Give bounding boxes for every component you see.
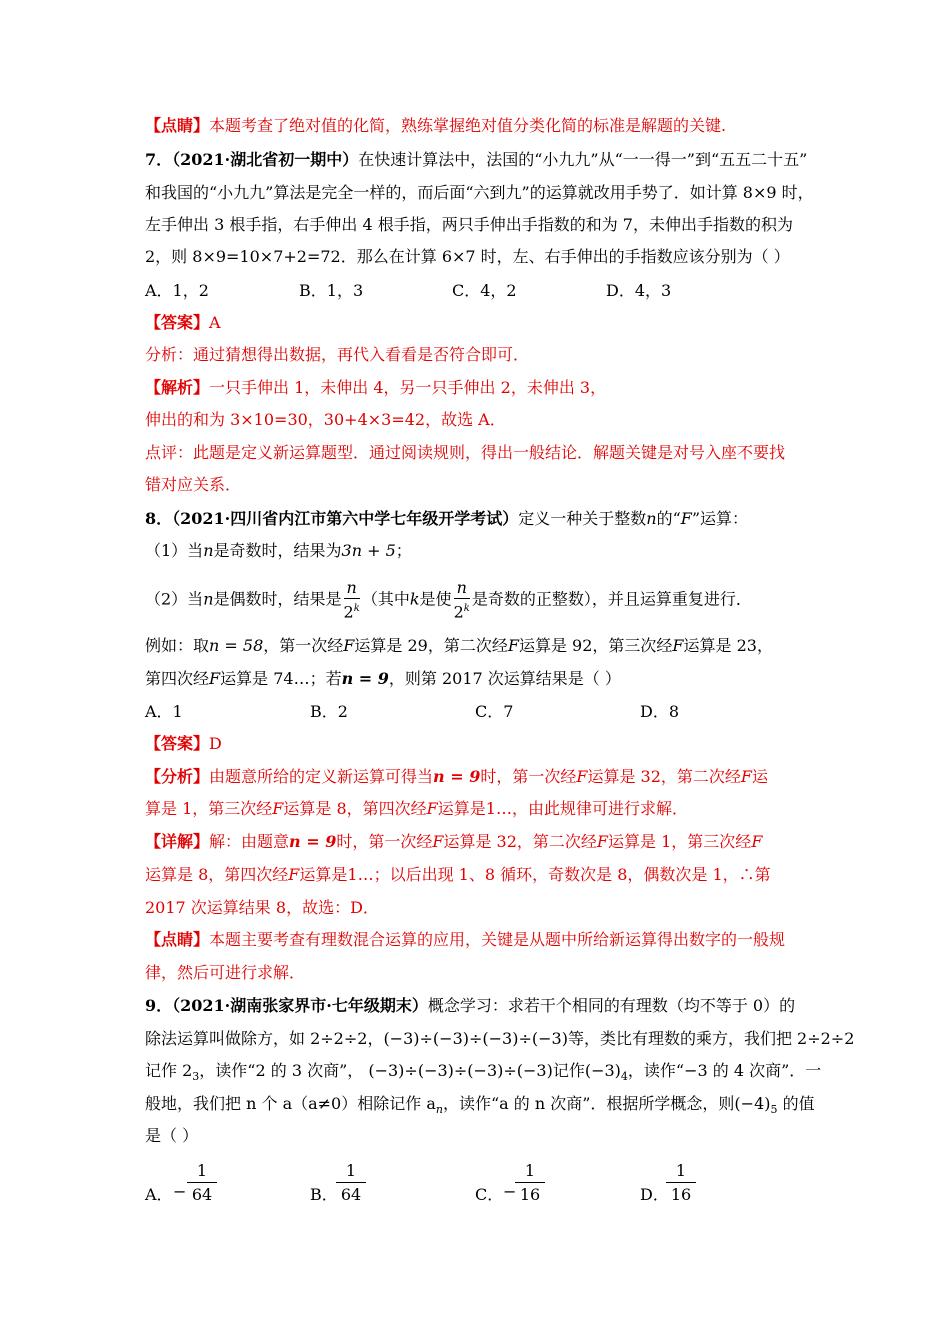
q9-stem-line5: 是（ ） (145, 1126, 199, 1145)
q9-text: ，读作“a 的 n 次商”．根据所学概念，则(−4) (442, 1094, 771, 1113)
q7-stem-line2: 和我国的“小九九”算法是完全一样的，而后面“六到九”的运算就改用手势了．如计算 8×9 时， (145, 183, 814, 202)
var-n: n (646, 509, 657, 528)
fraction-num: n (454, 578, 470, 599)
q8-text: ； (395, 541, 412, 560)
option-label: D． (640, 1185, 669, 1204)
q7-option-c: C．4，2 (452, 281, 517, 300)
fraction-den: 64 (340, 1185, 362, 1204)
var-n: n (203, 541, 214, 560)
fraction-num: 1 (336, 1160, 366, 1183)
q8-text: 的“ (656, 509, 681, 528)
q8-text: 时，第一次经 (480, 767, 577, 786)
q8-text: 第四次经 (145, 669, 210, 688)
var-f: F (596, 832, 609, 851)
q8-number: 8． (145, 509, 173, 528)
minus-sign: − (173, 1182, 187, 1201)
q8-text: （2）当 (145, 589, 204, 609)
q6-review-tag: 【点睛】 (145, 116, 210, 135)
q8-math: n = 9 (341, 669, 389, 688)
q8-text: 运算是 (299, 865, 348, 884)
q8-text: （1）当 (145, 541, 204, 560)
q7-solution-text1: 一只手伸出 1，未伸出 4，另一只手伸出 2，未伸出 3， (209, 378, 607, 397)
q8-text: 是使 (419, 589, 452, 609)
q9-subscript: 5 (770, 1103, 778, 1117)
q9-stem-line1 (145, 995, 795, 1017)
q7-analysis: 分析：通过猜想得出数据，再代入看看是否符合即可． (145, 345, 530, 364)
fraction-den: 64 (191, 1185, 213, 1204)
q8-text: 定义一种关于整数 (518, 509, 647, 528)
var-f: F (740, 767, 753, 786)
q9-number: 9． (145, 996, 173, 1015)
q8-text: ，第一次经 (263, 636, 344, 655)
q8-text: 运算是 1，第三次经 (608, 832, 752, 851)
fraction-n-over-2k (344, 578, 360, 622)
q8-analysis-line1 (145, 766, 768, 788)
q8-math: 3n + 5 (341, 541, 396, 560)
q8-detail-tag: 【详解】 (145, 832, 210, 851)
q8-text: 运算是 23， (683, 636, 773, 655)
q8-text: 运算是 32，第二次经 (587, 767, 741, 786)
q8-option-d: D．8 (640, 702, 680, 721)
option-label: A． (145, 1185, 173, 1204)
q9-text: 记作 2 (145, 1061, 193, 1080)
q7-answer: A (209, 313, 221, 332)
var-f: F (209, 669, 221, 688)
q8-detail-line1 (145, 831, 762, 853)
minus-sign: − (503, 1182, 517, 1201)
q7-option-a: A．1，2 (145, 281, 209, 300)
q8-text: 解：由题意 (209, 832, 290, 851)
fraction-num: 1 (187, 1160, 217, 1183)
q8-point-tag: 【点睛】 (145, 930, 210, 949)
q8-text: 本题主要考查有理数混合运算的应用，关键是从题中所给新运算得出数字的一般规 (209, 930, 786, 949)
q9-stem-line4 (145, 1093, 815, 1121)
q9-subscript: 4 (620, 1070, 628, 1084)
q8-answer: D (209, 734, 222, 753)
q8-text: 运算是 8，第四次经 (283, 799, 427, 818)
q9-source: （2021·湖南张家界市·七年级期末） (172, 996, 428, 1015)
q8-text: 运算是 92，第三次经 (518, 636, 673, 655)
q9-subscript: 3 (192, 1070, 200, 1084)
q9-subscript: n (435, 1103, 443, 1117)
q7-solution-line1 (145, 377, 606, 399)
fraction-den: 2 (343, 602, 354, 622)
fraction-exp: k (463, 603, 470, 614)
q8-stem-line1 (145, 508, 748, 530)
q9-option-a (145, 1160, 215, 1206)
var-f: F (751, 832, 763, 851)
q8-text: 例如：取 (145, 636, 210, 655)
q8-text: 是奇数的正整数），并且运算重复进行． (471, 589, 752, 609)
q8-math: n = 58 (209, 636, 264, 655)
q7-source: （2021·湖北省初一期中） (172, 150, 359, 169)
q7-stem-line1 (145, 149, 807, 171)
q8-case1 (145, 540, 412, 562)
q8-case2 (145, 578, 752, 622)
q8-option-b: B．2 (310, 702, 348, 721)
option-label: C． (475, 1185, 504, 1204)
fraction-num: 1 (666, 1160, 696, 1183)
q8-text: 时，第一次经 (336, 832, 433, 851)
q8-point-line2: 律，然后可进行求解． (145, 963, 306, 982)
var-n: n (203, 589, 214, 609)
q9-option-c (475, 1160, 545, 1206)
q7-solution-line2: 伸出的和为 3×10=30，30+4×3=42，故选 A． (145, 410, 506, 429)
q7-answer-line (145, 312, 221, 334)
q8-analysis-tag: 【分析】 (145, 767, 210, 786)
fraction-num: n (344, 578, 360, 599)
q8-text: 运算是 29，第二次经 (354, 636, 508, 655)
q6-review-text: 本题考查了绝对值的化简，熟练掌握绝对值分类化简的标准是解题的关键. (209, 116, 727, 135)
q7-stem-line4: 2，则 8×9=10×7+2=72．那么在计算 6×7 时，左、右手伸出的手指数应该分别为（ ） (145, 247, 790, 266)
q9-text: 概念学习：求若干个相同的有理数（均不等于 0）的 (427, 996, 796, 1015)
var-f: F (426, 799, 438, 818)
q8-text: 运算是 (437, 799, 486, 818)
q7-stem-line3: 左手伸出 3 根手指，右手伸出 4 根手指，两只手伸出手指数的和为 7，未伸出手指数的积为 (145, 215, 793, 234)
q8-text: 运算是 32，第二次经 (443, 832, 597, 851)
q7-comment-line1: 点评：此题是定义新运算题型．通过阅读规则，得出一般结论．解题关键是对号入座不要找 (145, 443, 786, 462)
q8-example-line1 (145, 635, 773, 657)
var-f: F (432, 832, 444, 851)
q9-text: 的值 (777, 1094, 815, 1113)
var-f: F (672, 636, 684, 655)
q8-answer-tag: 【答案】 (145, 734, 210, 753)
fraction-exp: k (353, 603, 360, 614)
var-f: F (272, 799, 284, 818)
var-f: F (343, 636, 355, 655)
var-f: F (680, 509, 692, 528)
q8-text: 运算是 8，第四次经 (145, 865, 289, 884)
q8-text: ；以后出现 1、8 循环，奇数次是 8，偶数次是 1，∴第 (373, 865, 771, 884)
q8-text: 是偶数时，结果是 (213, 589, 342, 609)
q9-text: 般地，我们把 n 个 a（a≠0）相除记作 a (145, 1094, 436, 1113)
q8-analysis-line2 (145, 798, 688, 820)
q8-text: 由题意所给的定义新运算可得当 (209, 767, 434, 786)
var-f: F (576, 767, 588, 786)
fraction (515, 1160, 545, 1207)
q7-solution-tag: 【解析】 (145, 378, 210, 397)
q8-math: 1… (485, 799, 512, 818)
q8-source: （2021·四川省内江市第六中学七年级开学考试） (172, 509, 519, 528)
q9-text: ，读作“2 的 3 次商”， (−3)÷(−3)÷(−3)÷(−3)记作(−3) (199, 1061, 621, 1080)
q8-option-a: A．1 (145, 702, 183, 721)
q8-detail-line3: 2017 次运算结果 8，故选：D． (145, 898, 379, 917)
q6-review-line (145, 115, 726, 137)
q8-text: 是奇数时，结果为 (213, 541, 342, 560)
fraction (666, 1160, 696, 1207)
q9-text: ，读作“−3 的 4 次商”．一 (627, 1061, 822, 1080)
q8-text: （其中 (361, 589, 410, 609)
q7-option-b: B．1，3 (299, 281, 364, 300)
fraction-num: 1 (515, 1160, 545, 1183)
q8-math: n = 9 (289, 832, 337, 851)
q7-answer-tag: 【答案】 (145, 313, 210, 332)
fraction (187, 1160, 217, 1207)
q7-comment-line2: 错对应关系． (145, 475, 242, 494)
option-label: B． (310, 1185, 338, 1204)
q8-text: ”运算： (691, 509, 749, 528)
q8-text: 运 (752, 767, 769, 786)
fraction-den: 2 (453, 602, 464, 622)
fraction-n-over-2k (454, 578, 470, 622)
fraction-den: 16 (519, 1185, 541, 1204)
q9-option-b (310, 1160, 380, 1206)
q7-number: 7． (145, 150, 173, 169)
var-k: k (409, 589, 420, 609)
q9-stem-line3 (145, 1060, 821, 1088)
q9-option-d (640, 1160, 710, 1206)
q8-point-line1 (145, 929, 785, 951)
q9-stem-line2: 除法运算叫做除方，如 2÷2÷2，(−3)÷(−3)÷(−3)÷(−3)等，类比有理数的乘方，我们把 2÷2÷2 (145, 1029, 855, 1048)
q8-text: 算是 1，第三次经 (145, 799, 273, 818)
q8-text: ，由此规律可进行求解． (511, 799, 688, 818)
fraction-den: 16 (670, 1185, 692, 1204)
q8-example-line2 (145, 668, 621, 690)
q8-math: n = 9 (433, 767, 481, 786)
q8-text: ，则第 2017 次运算结果是（ ） (388, 669, 621, 688)
q8-detail-line2 (145, 864, 771, 886)
q8-math: 1… (347, 865, 374, 884)
q8-text: 运算是 74…；若 (220, 669, 342, 688)
var-f: F (507, 636, 519, 655)
fraction (336, 1160, 366, 1207)
var-f: F (288, 865, 300, 884)
q7-text-1: 在快速计算法中，法国的“小九九”从“一一得一”到“五五二十五” (358, 150, 808, 169)
q8-option-c: C．7 (475, 702, 514, 721)
q7-option-d: D．4，3 (606, 281, 672, 300)
q8-answer-line (145, 733, 222, 755)
